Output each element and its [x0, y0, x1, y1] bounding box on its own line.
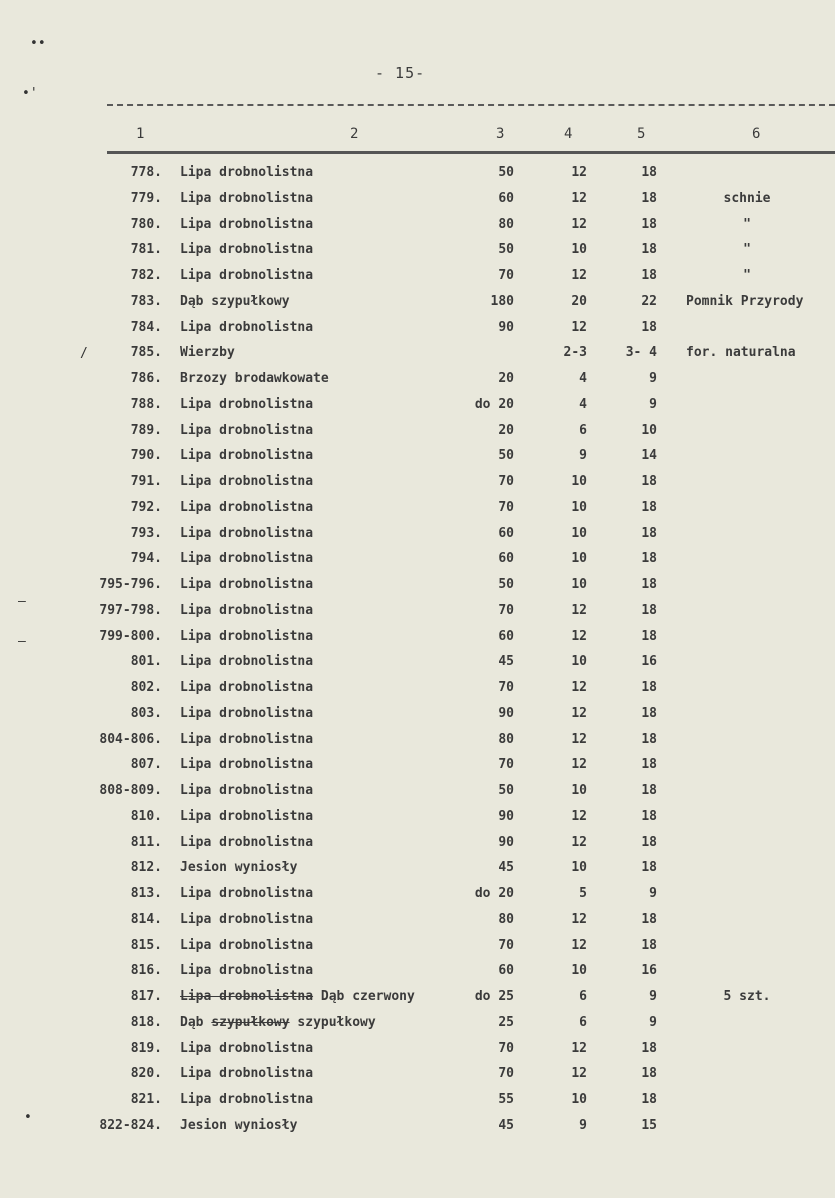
margin-mark: —	[18, 594, 26, 609]
species-name	[180, 577, 313, 592]
table-row	[0, 217, 835, 241]
column-5-value: 16	[641, 963, 657, 979]
column-4-value: 10	[571, 551, 587, 567]
column-5-value: 18	[641, 1040, 657, 1056]
column-5-value: 18	[641, 680, 657, 695]
species-name-text: Lipa drobnolistna	[180, 886, 314, 901]
row-number: 784.	[130, 319, 162, 335]
species-name-text: Lipa drobnolistna	[180, 628, 314, 644]
column-4-value: 12	[571, 705, 587, 721]
column-header-2: 2	[350, 126, 359, 142]
table-row	[0, 654, 835, 678]
row-number: 803.	[130, 705, 162, 721]
species-name-text: Lipa drobnolistna	[180, 499, 314, 515]
row-number: 817.	[130, 989, 162, 1004]
row-number: 804-806.	[99, 731, 162, 747]
margin-mark: /	[80, 346, 88, 361]
species-name-text: Lipa drobnolistna	[180, 448, 314, 464]
table-row	[0, 989, 835, 1013]
species-name-text: Lipa drobnolistna	[180, 242, 314, 258]
column-3-value: 90	[498, 319, 514, 335]
species-name	[180, 783, 313, 798]
table-row	[0, 783, 835, 807]
column-4-value: 20	[571, 293, 587, 309]
species-name	[180, 551, 313, 566]
column-4-value: 12	[571, 911, 587, 927]
species-name-text: Lipa drobnolistna	[180, 216, 314, 232]
column-header-1: 1	[136, 126, 145, 142]
species-name-text: Lipa drobnolistna	[180, 705, 314, 721]
species-name	[180, 1118, 297, 1133]
column-5-value: 18	[641, 319, 657, 335]
row-number: 813.	[130, 886, 162, 901]
column-4-value: 5	[579, 886, 587, 901]
column-header-5: 5	[637, 126, 646, 142]
table-row	[0, 577, 835, 601]
column-5-value: 18	[641, 190, 657, 206]
species-name-text: Lipa drobnolistna	[180, 731, 314, 747]
row-number: 782.	[130, 268, 162, 283]
table-row	[0, 629, 835, 653]
row-number: 785.	[130, 345, 162, 361]
column-5-value: 18	[641, 808, 657, 824]
species-name	[180, 294, 290, 309]
row-number: 822-824.	[99, 1117, 162, 1133]
row-number: 783.	[130, 293, 162, 309]
column-5-value: 18	[641, 834, 657, 850]
species-name	[180, 732, 313, 747]
column-5-value: 18	[641, 1092, 657, 1107]
row-number: 807.	[130, 757, 162, 773]
column-4-value: 12	[571, 731, 587, 747]
species-name	[180, 423, 313, 438]
column-3-value: 60	[498, 551, 514, 567]
row-number: 814.	[130, 911, 162, 927]
species-name-text: Lipa drobnolistna	[180, 808, 314, 824]
column-3-value: 70	[498, 680, 514, 695]
species-name	[180, 886, 313, 901]
row-number: 794.	[130, 551, 162, 567]
species-name	[180, 860, 297, 875]
column-4-value: 12	[571, 937, 587, 953]
species-name-text: Lipa drobnolistna	[180, 937, 314, 953]
table-row	[0, 500, 835, 524]
species-name-text: Lipa drobnolistna	[180, 268, 314, 283]
table-row	[0, 706, 835, 730]
row-number: 819.	[130, 1040, 162, 1056]
column-3-value: 45	[498, 1117, 514, 1133]
row-number: 793.	[130, 525, 162, 541]
row-number: 792.	[130, 499, 162, 515]
table-top-rule	[107, 104, 835, 106]
table-row	[0, 397, 835, 421]
species-name	[180, 680, 313, 695]
column-3-value: 20	[498, 422, 514, 438]
column-3-value: 70	[498, 474, 514, 489]
species-name	[180, 603, 313, 618]
column-3-value: do 20	[474, 886, 514, 901]
column-3-value: 25	[498, 1014, 514, 1030]
column-5-value: 9	[649, 886, 657, 901]
column-5-value: 14	[641, 448, 657, 464]
column-3-value: 80	[498, 216, 514, 232]
species-name-text: Lipa drobnolistna	[180, 1092, 314, 1107]
species-name	[180, 242, 313, 257]
column-3-value: 50	[498, 242, 514, 258]
column-5-value: 18	[641, 499, 657, 515]
table-row	[0, 1118, 835, 1142]
species-name-text: Lipa drobnolistna	[180, 680, 314, 695]
species-name	[180, 217, 313, 232]
column-5-value: 16	[641, 654, 657, 670]
row-number: 808-809.	[99, 783, 162, 798]
column-3-value: 180	[490, 293, 514, 309]
column-3-value: 70	[498, 1040, 514, 1056]
species-name-text: Lipa drobnolistna	[180, 1040, 314, 1056]
column-5-value: 18	[641, 525, 657, 541]
row-number: 786.	[130, 371, 162, 386]
column-3-value: 70	[498, 1066, 514, 1082]
column-4-value: 12	[571, 165, 587, 180]
column-4-value: 10	[571, 242, 587, 258]
species-name	[180, 654, 313, 669]
column-4-value: 10	[571, 474, 587, 489]
remarks: "	[743, 268, 751, 283]
species-name	[180, 1041, 313, 1056]
species-name	[180, 474, 313, 489]
column-3-value: 70	[498, 602, 514, 618]
column-4-value: 10	[571, 525, 587, 541]
table-row	[0, 757, 835, 781]
margin-mark: •	[24, 1110, 32, 1125]
column-4-value: 12	[571, 1066, 587, 1082]
column-5-value: 22	[641, 293, 657, 309]
column-3-value: do 25	[474, 989, 514, 1004]
table-row	[0, 860, 835, 884]
column-3-value: 55	[498, 1092, 514, 1107]
table-row	[0, 912, 835, 936]
column-5-value: 18	[641, 783, 657, 798]
column-3-value: 60	[498, 628, 514, 644]
species-name-text: Lipa drobnolistna	[180, 602, 314, 618]
column-5-value: 9	[649, 1014, 657, 1030]
species-name-text: Lipa drobnolistna	[180, 165, 314, 180]
row-number: 801.	[130, 654, 162, 670]
row-number: 818.	[130, 1014, 162, 1030]
column-5-value: 3- 4	[625, 345, 657, 361]
column-5-value: 18	[641, 911, 657, 927]
species-name	[180, 268, 313, 283]
species-name	[180, 809, 313, 824]
species-name-text: Lipa drobnolistna	[180, 757, 314, 773]
table-row	[0, 294, 835, 318]
table-row	[0, 423, 835, 447]
species-name	[180, 526, 313, 541]
species-name-text: Lipa drobnolistna	[180, 396, 314, 412]
row-number: 778.	[130, 165, 162, 180]
species-name	[180, 448, 313, 463]
table-row	[0, 1066, 835, 1090]
table-row	[0, 268, 835, 292]
column-3-value: 50	[498, 165, 514, 180]
column-5-value: 9	[649, 989, 657, 1004]
row-number: 816.	[130, 963, 162, 979]
column-3-value: 45	[498, 860, 514, 876]
column-3-value: 70	[498, 937, 514, 953]
row-number: 820.	[130, 1066, 162, 1082]
species-name-text: Lipa drobnolistna	[180, 577, 314, 592]
table-row	[0, 1041, 835, 1065]
column-3-value: 70	[498, 757, 514, 773]
column-3-value: 50	[498, 577, 514, 592]
row-number: 811.	[130, 834, 162, 850]
column-3-value: 90	[498, 705, 514, 721]
column-5-value: 18	[641, 937, 657, 953]
column-5-value: 15	[641, 1117, 657, 1133]
column-4-value: 12	[571, 834, 587, 850]
column-4-value: 10	[571, 860, 587, 876]
column-4-value: 10	[571, 654, 587, 670]
column-3-value: 70	[498, 268, 514, 283]
species-name-text: Lipa drobnolistna	[180, 474, 314, 489]
species-name-text: Lipa drobnolistna	[180, 654, 314, 670]
page-number: - 15-	[375, 64, 426, 82]
row-number: 779.	[130, 190, 162, 206]
column-header-4: 4	[564, 126, 573, 142]
column-4-value: 12	[571, 1040, 587, 1056]
species-name	[180, 912, 313, 927]
column-3-value: 80	[498, 731, 514, 747]
species-name	[180, 989, 415, 1004]
column-3-value: 70	[498, 499, 514, 515]
species-name	[180, 757, 313, 772]
column-5-value: 9	[649, 396, 657, 412]
species-name-text: Lipa drobnolistna	[180, 190, 314, 206]
column-3-value: 60	[498, 525, 514, 541]
species-name	[180, 165, 313, 180]
species-name	[180, 963, 313, 978]
column-3-value: 50	[498, 448, 514, 464]
column-4-value: 12	[571, 602, 587, 618]
table-row	[0, 938, 835, 962]
remarks: "	[743, 242, 751, 258]
column-4-value: 12	[571, 757, 587, 773]
species-name-text: Lipa drobnolistna	[180, 834, 314, 850]
row-number: 781.	[130, 242, 162, 258]
table-row	[0, 320, 835, 344]
column-5-value: 18	[641, 757, 657, 773]
column-4-value: 12	[571, 680, 587, 695]
species-name	[180, 938, 313, 953]
species-name-text: Jesion wyniosły	[180, 860, 298, 876]
species-name-text: Lipa drobnolistna	[180, 783, 314, 798]
column-3-value: 60	[498, 963, 514, 979]
table-row	[0, 835, 835, 859]
column-4-value: 4	[579, 396, 587, 412]
species-name-text: Wierzby	[180, 345, 235, 361]
species-name-text: Lipa drobnolistna	[180, 525, 314, 541]
column-4-value: 9	[579, 1117, 587, 1133]
column-3-value: 50	[498, 783, 514, 798]
species-name	[180, 500, 313, 515]
struck-out-text: Lipa drobnolistna	[180, 989, 314, 1004]
row-number: 790.	[130, 448, 162, 464]
table-row	[0, 345, 835, 369]
column-4-value: 12	[571, 628, 587, 644]
column-5-value: 18	[641, 1066, 657, 1082]
species-name	[180, 629, 313, 644]
column-4-value: 9	[579, 448, 587, 464]
table-row	[0, 603, 835, 627]
column-5-value: 18	[641, 577, 657, 592]
column-5-value: 18	[641, 860, 657, 876]
species-name	[180, 345, 235, 360]
table-row	[0, 963, 835, 987]
species-name-text: Dąb szypułkowy	[180, 293, 290, 309]
species-name-text: szypułkowy	[297, 1014, 376, 1030]
row-number: 788.	[130, 396, 162, 412]
column-4-value: 6	[579, 422, 587, 438]
row-number: 812.	[130, 860, 162, 876]
margin-mark: ••	[30, 36, 46, 51]
species-name-text: Jesion wyniosły	[180, 1117, 298, 1133]
table-row	[0, 242, 835, 266]
species-name-text: Brzozy brodawkowate	[180, 371, 329, 386]
column-header-3: 3	[496, 126, 505, 142]
row-number: 795-796.	[99, 577, 162, 592]
column-3-value: 20	[498, 371, 514, 386]
table-row	[0, 886, 835, 910]
column-4-value: 10	[571, 577, 587, 592]
species-name	[180, 1092, 313, 1107]
column-4-value: 12	[571, 216, 587, 232]
table-row	[0, 448, 835, 472]
species-name-text: Lipa drobnolistna	[180, 911, 314, 927]
column-4-value: 10	[571, 1092, 587, 1107]
species-name	[180, 706, 313, 721]
column-3-value: do 20	[474, 396, 514, 412]
species-name-text: Lipa drobnolistna	[180, 963, 314, 979]
column-4-value: 12	[571, 190, 587, 206]
remarks: for. naturalna	[686, 345, 796, 361]
table-row	[0, 809, 835, 833]
column-4-value: 2-3	[563, 345, 587, 361]
row-number: 799-800.	[99, 628, 162, 644]
table-row	[0, 1015, 835, 1039]
column-5-value: 18	[641, 216, 657, 232]
table-row	[0, 191, 835, 215]
table-row	[0, 1092, 835, 1116]
column-5-value: 18	[641, 551, 657, 567]
column-3-value: 60	[498, 190, 514, 206]
species-name	[180, 191, 313, 206]
species-name-prefix: Dąb	[180, 1014, 204, 1030]
column-4-value: 10	[571, 499, 587, 515]
column-3-value: 45	[498, 654, 514, 670]
row-number: 802.	[130, 680, 162, 695]
column-5-value: 10	[641, 422, 657, 438]
row-number: 791.	[130, 474, 162, 489]
table-row	[0, 165, 835, 189]
species-name	[180, 1015, 376, 1030]
column-5-value: 18	[641, 628, 657, 644]
species-name	[180, 320, 313, 335]
table-row	[0, 526, 835, 550]
column-4-value: 10	[571, 783, 587, 798]
table-header-rule	[107, 151, 835, 154]
column-5-value: 18	[641, 474, 657, 489]
margin-mark: —	[18, 634, 26, 649]
column-5-value: 18	[641, 268, 657, 283]
row-number: 780.	[130, 216, 162, 232]
column-4-value: 4	[579, 371, 587, 386]
row-number: 810.	[130, 808, 162, 824]
column-5-value: 18	[641, 705, 657, 721]
column-4-value: 10	[571, 963, 587, 979]
column-3-value: 90	[498, 808, 514, 824]
margin-mark: •'	[22, 86, 38, 101]
row-number: 797-798.	[99, 602, 162, 618]
column-3-value: 90	[498, 834, 514, 850]
table-row	[0, 474, 835, 498]
column-3-value: 80	[498, 911, 514, 927]
column-4-value: 12	[571, 808, 587, 824]
remarks: "	[743, 216, 751, 232]
column-4-value: 6	[579, 1014, 587, 1030]
table-row	[0, 371, 835, 395]
column-5-value: 9	[649, 371, 657, 386]
species-name-text: Dąb czerwony	[320, 989, 415, 1004]
remarks: schnie	[723, 190, 771, 206]
table-row	[0, 680, 835, 704]
struck-out-text: szypułkowy	[211, 1014, 290, 1030]
column-header-6: 6	[752, 126, 761, 142]
column-5-value: 18	[641, 165, 657, 180]
remarks: 5 szt.	[723, 989, 771, 1004]
species-name-text: Lipa drobnolistna	[180, 319, 314, 335]
row-number: 789.	[130, 422, 162, 438]
row-number: 815.	[130, 937, 162, 953]
species-name	[180, 371, 329, 386]
column-4-value: 12	[571, 268, 587, 283]
species-name	[180, 835, 313, 850]
species-name-text: Lipa drobnolistna	[180, 551, 314, 567]
table-row	[0, 551, 835, 575]
species-name-text: Lipa drobnolistna	[180, 1066, 314, 1082]
table-row	[0, 732, 835, 756]
species-name-text: Lipa drobnolistna	[180, 422, 314, 438]
remarks: Pomnik Przyrody	[686, 293, 804, 309]
column-5-value: 18	[641, 731, 657, 747]
column-5-value: 18	[641, 602, 657, 618]
row-number: 821.	[130, 1092, 162, 1107]
column-4-value: 6	[579, 989, 587, 1004]
species-name	[180, 397, 313, 412]
column-4-value: 12	[571, 319, 587, 335]
column-5-value: 18	[641, 242, 657, 258]
species-name	[180, 1066, 313, 1081]
